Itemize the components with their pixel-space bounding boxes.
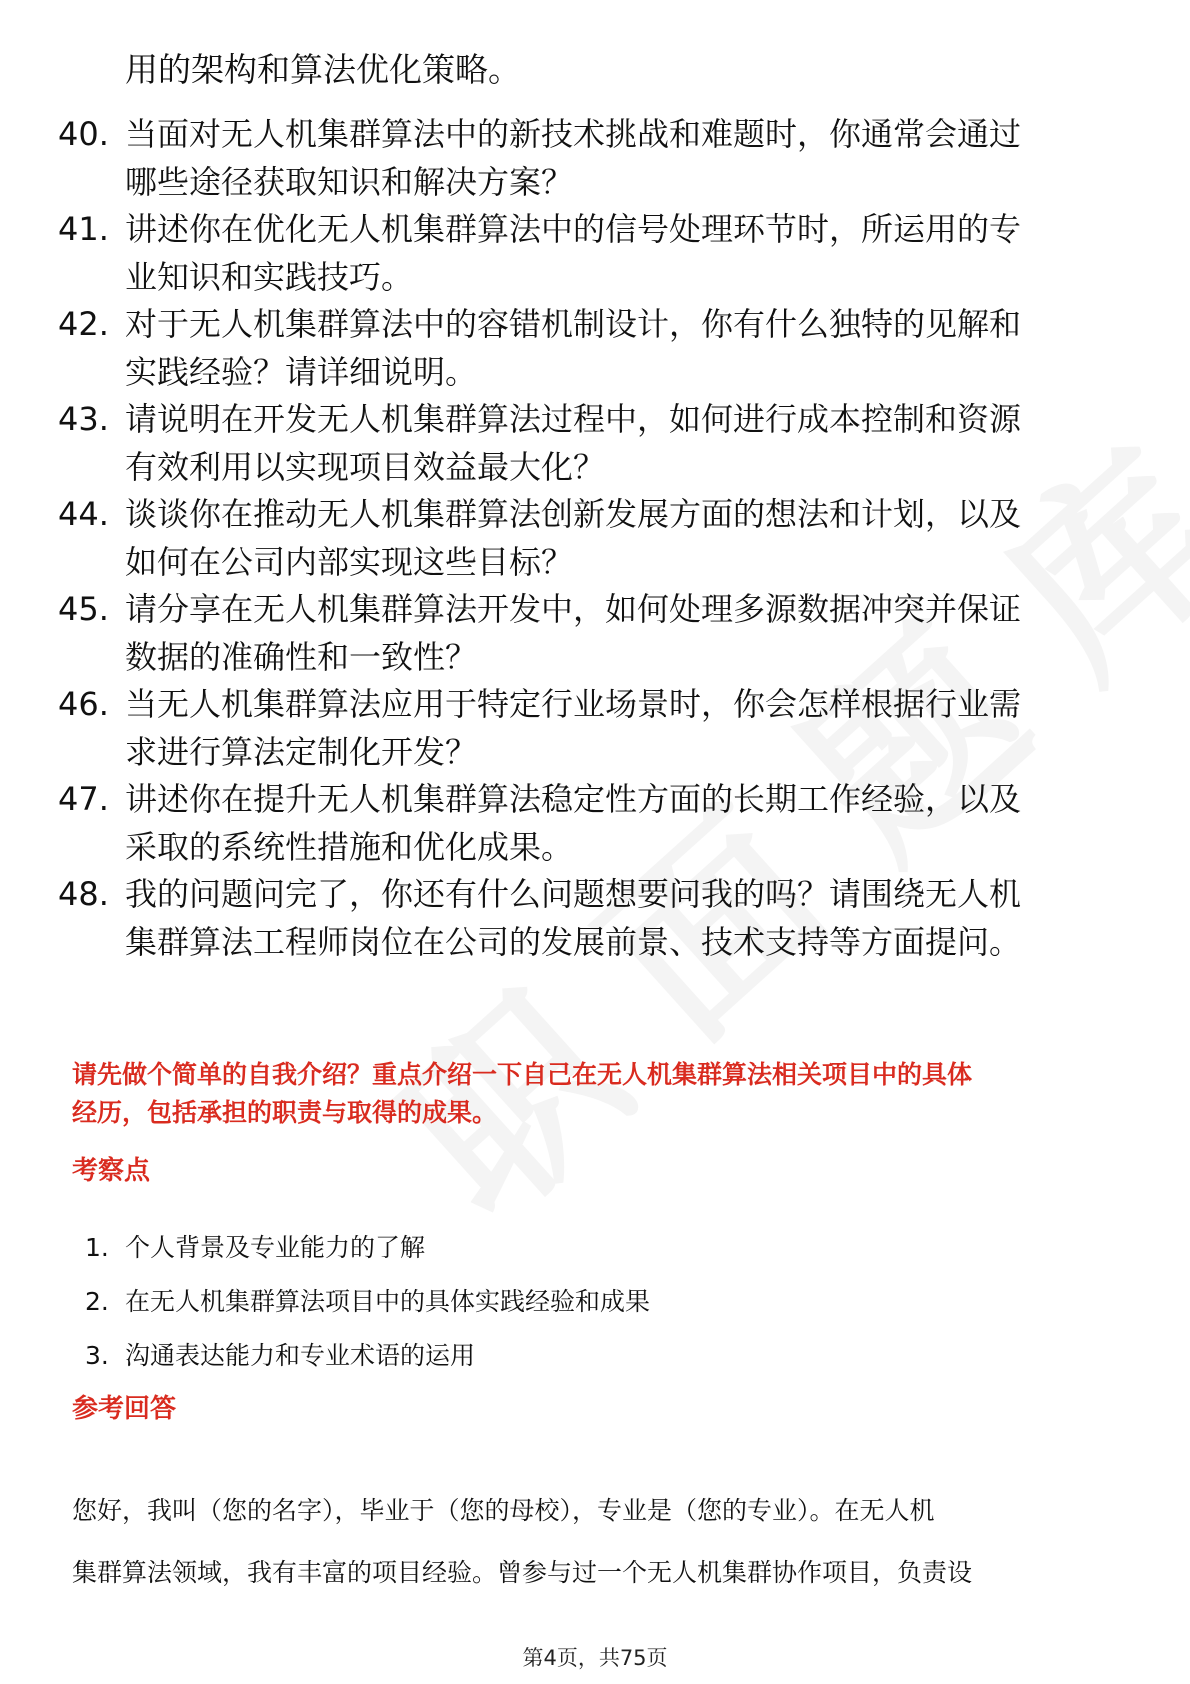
list-item-number: 3. [85,1341,109,1370]
question-line: 当面对无人机集群算法中的新技术挑战和难题时，你通常会通过 [125,115,1022,153]
intro-question [72,1056,1132,1132]
question-number: 44. [58,495,109,533]
intro-question-line: 经历，包括承担的职责与取得的成果。 [72,1098,498,1127]
question-number: 41. [58,210,109,248]
question-line: 求进行算法定制化开发？ [125,733,478,771]
question-number: 48. [58,875,109,913]
question-number: 47. [58,780,109,818]
question-number: 40. [58,115,109,153]
list-item-text: 个人背景及专业能力的了解 [125,1233,426,1262]
list-item [85,1284,885,1320]
question-line: 有效利用以实现项目效益最大化？ [125,448,606,486]
question-line: 实践经验？请详细说明。 [125,353,478,391]
list-item-text: 沟通表达能力和专业术语的运用 [125,1341,476,1370]
question-line: 我的问题问完了，你还有什么问题想要问我的吗？请围绕无人机 [125,875,1022,913]
intro-question-line: 请先做个简单的自我介绍？重点介绍一下自己在无人机集群算法相关项目中的具体 [72,1060,973,1089]
question-text [125,775,1135,871]
list-item-number: 2. [85,1287,109,1316]
answer-line: 集群算法领域，我有丰富的项目经验。曾参与过一个无人机集群协作项目，负责设 [72,1558,973,1587]
question-text [125,870,1135,966]
question-number: 45. [58,590,109,628]
question-line: 请说明在开发无人机集群算法过程中，如何进行成本控制和资源 [125,400,1022,438]
question-line: 对于无人机集群算法中的容错机制设计，你有什么独特的见解和 [125,305,1022,343]
question-line: 集群算法工程师岗位在公司的发展前景、技术支持等方面提问。 [125,923,1022,961]
question-text [125,300,1135,396]
question-text [125,395,1135,491]
question-line: 请分享在无人机集群算法开发中，如何处理多源数据冲突并保证 [125,590,1022,628]
question-line: 采取的系统性措施和优化成果。 [125,828,574,866]
question-text [125,205,1135,301]
section-title-points: 考察点 [72,1156,151,1186]
list-item [85,1338,885,1374]
question-text [125,585,1135,681]
question-line: 当无人机集群算法应用于特定行业场景时，你会怎样根据行业需 [125,685,1022,723]
question-number: 42. [58,305,109,343]
question-text [125,490,1135,586]
question-line: 数据的准确性和一致性？ [125,638,478,676]
question-text [125,680,1135,776]
continuation-text: 用的架构和算法优化策略。 [125,50,521,89]
question-line: 讲述你在提升无人机集群算法稳定性方面的长期工作经验，以及 [125,780,1022,818]
question-line: 谈谈你在推动无人机集群算法创新发展方面的想法和计划，以及 [125,495,1022,533]
reference-answer [72,1480,1120,1604]
question-line: 业知识和实践技巧。 [125,258,414,296]
page-footer: 第4页，共75页 [522,1646,668,1670]
list-item [85,1230,885,1266]
question-text [125,110,1135,206]
question-line: 如何在公司内部实现这些目标？ [125,543,574,581]
list-item-text: 在无人机集群算法项目中的具体实践经验和成果 [125,1287,651,1316]
question-number: 43. [58,400,109,438]
section-title-answer: 参考回答 [72,1394,177,1424]
question-number: 46. [58,685,109,723]
answer-line: 您好，我叫（您的名字），毕业于（您的母校），专业是（您的专业）。在无人机 [72,1496,935,1525]
list-item-number: 1. [85,1233,109,1262]
question-line: 讲述你在优化无人机集群算法中的信号处理环节时，所运用的专 [125,210,1022,248]
question-line: 哪些途径获取知识和解决方案？ [125,163,574,201]
